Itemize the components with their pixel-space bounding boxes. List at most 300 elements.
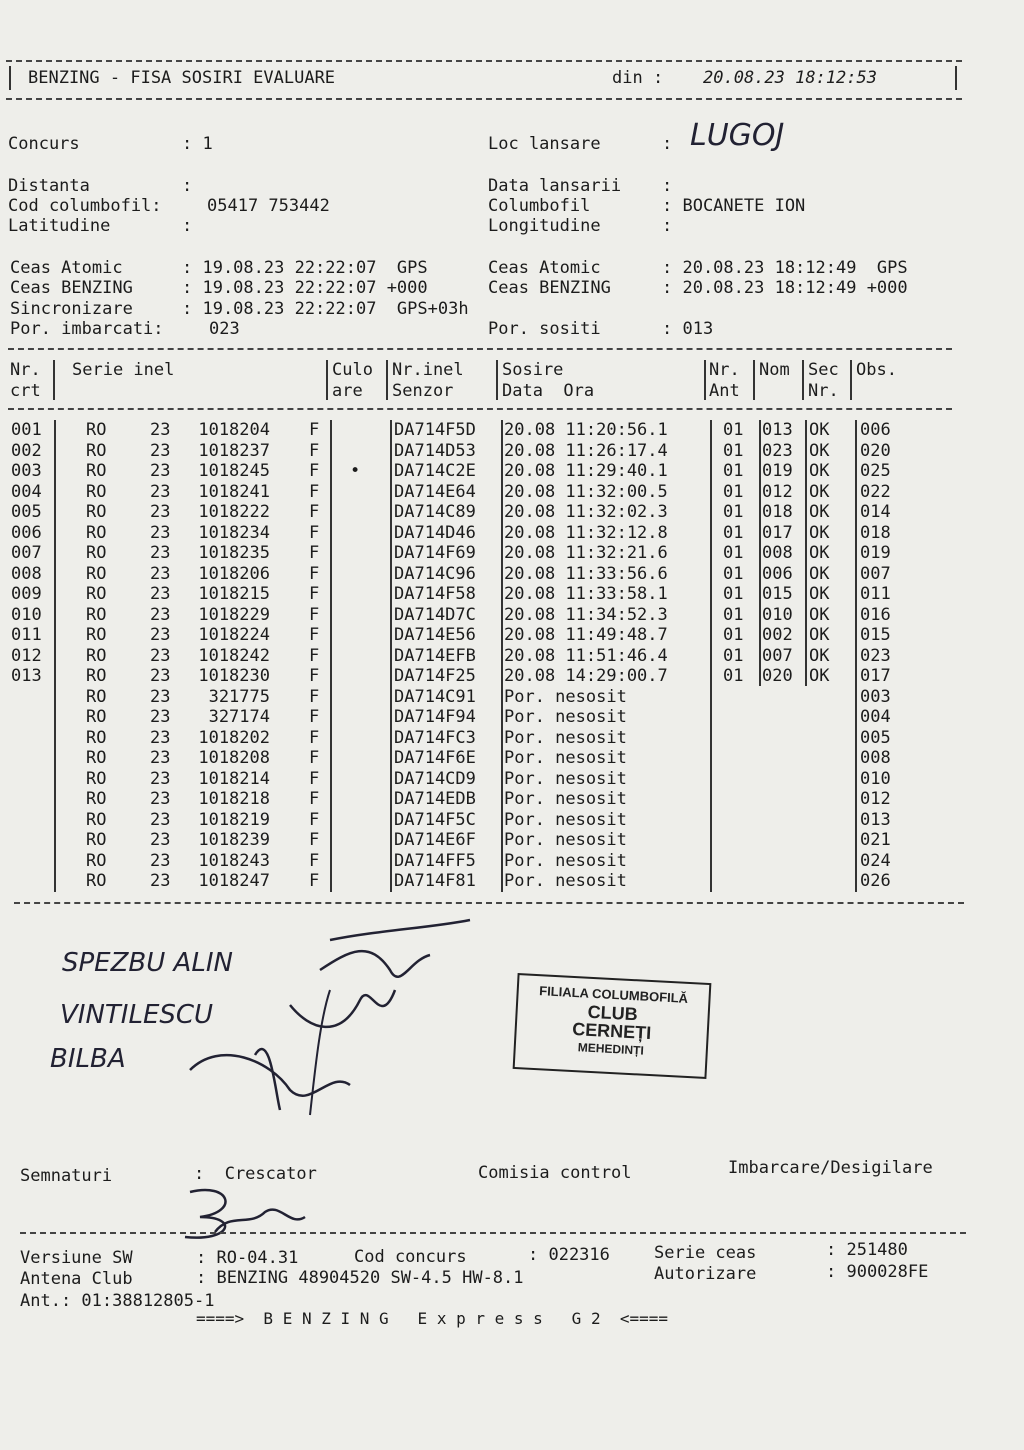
- cell-ring-year: 23: [150, 522, 171, 543]
- cell-security-status: OK: [809, 420, 830, 440]
- cell-arrival-time: 20.08 11:33:58.1: [504, 584, 668, 604]
- cell-arrival-time: 20.08 11:20:56.1: [504, 420, 668, 440]
- header-separator: [704, 360, 706, 400]
- cell-obs-number: 006: [860, 420, 891, 440]
- club-stamp: [513, 973, 712, 1079]
- benzing-express-brand: ====> B E N Z I N G E x p r e s s G 2 <====: [196, 1309, 669, 1328]
- cell-obs-number: 004: [860, 707, 891, 727]
- cell-nom-number: 010: [762, 604, 793, 625]
- cell-sensor-id: DA714CD9: [394, 768, 476, 789]
- cell-nom-number: 006: [762, 563, 793, 584]
- header-sec: Sec: [808, 360, 839, 380]
- table-row: [0, 605, 1024, 625]
- cell-ring-number: 327174: [208, 707, 270, 727]
- signature-stroke: [185, 1190, 305, 1238]
- cell-sensor-id: DA714C89: [394, 502, 476, 522]
- cell-row-number: 010: [11, 604, 42, 625]
- table-row: [0, 748, 1024, 768]
- cell-sensor-id: DA714D46: [394, 522, 476, 543]
- table-row: [0, 851, 1024, 871]
- por-sositi-label: Por. sositi: [488, 319, 601, 339]
- cell-sex: F: [309, 563, 320, 584]
- cell-obs-number: 024: [860, 850, 891, 871]
- cell-country-code: RO: [86, 768, 107, 789]
- header-separator: [53, 360, 55, 400]
- cell-sensor-id: DA714F25: [394, 666, 476, 686]
- cell-arrival-time: Por. nesosit: [504, 830, 627, 850]
- loc-lansare-label: Loc lansare: [488, 134, 601, 154]
- imbarcare-desigilare-label: Imbarcare/Desigilare: [728, 1158, 933, 1178]
- cell-sensor-id: DA714FF5: [394, 850, 476, 871]
- cell-ring-number: 1018229: [198, 604, 270, 625]
- header-nr: Nr.: [10, 360, 41, 380]
- cell-ring-number: 1018234: [198, 522, 270, 543]
- cell-antenna-number: 01: [723, 563, 744, 584]
- cell-sex: F: [309, 522, 320, 543]
- distanta-colon: :: [182, 176, 193, 196]
- cell-sensor-id: DA714F81: [394, 871, 476, 891]
- cell-ring-number: 1018219: [198, 809, 270, 830]
- cell-arrival-time: 20.08 11:32:00.5: [504, 481, 668, 502]
- header-separator: [496, 360, 498, 400]
- cell-obs-number: 017: [860, 666, 891, 686]
- cell-obs-number: 021: [860, 830, 891, 850]
- cell-ring-year: 23: [150, 481, 171, 502]
- cell-ring-year: 23: [150, 830, 171, 850]
- table-row: [0, 625, 1024, 645]
- cell-security-status: OK: [809, 502, 830, 522]
- cell-antenna-number: 01: [723, 604, 744, 625]
- cell-row-number: 011: [11, 625, 42, 645]
- header-nr-ant: Nr.: [709, 360, 740, 380]
- cell-country-code: RO: [86, 686, 107, 707]
- header-top-rule: [6, 60, 962, 62]
- cell-antenna-number: 01: [723, 625, 744, 645]
- cell-ring-number: 1018242: [198, 645, 270, 666]
- cell-nom-number: 007: [762, 645, 793, 666]
- cell-arrival-time: Por. nesosit: [504, 809, 627, 830]
- table-row: [0, 830, 1024, 850]
- cell-arrival-time: Por. nesosit: [504, 768, 627, 789]
- cell-sensor-id: DA714EFB: [394, 645, 476, 666]
- table-row: [0, 728, 1024, 748]
- header-culo: Culo: [332, 360, 373, 380]
- cell-security-status: OK: [809, 625, 830, 645]
- cell-sex: F: [309, 768, 320, 789]
- cell-color: •: [350, 461, 361, 481]
- cell-ring-year: 23: [150, 768, 171, 789]
- cell-ring-number: 1018202: [198, 727, 270, 748]
- ceas-atomic-start: : 19.08.23 22:22:07 GPS: [182, 258, 428, 278]
- cell-obs-number: 013: [860, 809, 891, 830]
- cell-obs-number: 010: [860, 768, 891, 789]
- cell-ring-number: 1018222: [198, 502, 270, 522]
- columbofil-label: Columbofil: [488, 196, 591, 216]
- signature-stroke: [330, 920, 470, 940]
- cell-nom-number: 020: [762, 666, 793, 686]
- cell-obs-number: 016: [860, 604, 891, 625]
- cod-columbofil-value: 05417 753442: [207, 196, 330, 216]
- cell-ring-number: 1018218: [198, 789, 270, 809]
- ceas-benzing-label: Ceas BENZING: [10, 278, 133, 298]
- cell-sex: F: [309, 645, 320, 666]
- cell-row-number: 009: [11, 584, 42, 604]
- cell-ring-number: 1018204: [198, 420, 270, 440]
- antena-club-label: Antena Club: [20, 1269, 133, 1289]
- document-title: BENZING - FISA SOSIRI EVALUARE: [28, 68, 336, 88]
- table-row: [0, 482, 1024, 502]
- cell-arrival-time: Por. nesosit: [504, 871, 627, 891]
- sincronizare-label: Sincronizare: [10, 299, 133, 319]
- cell-sex: F: [309, 604, 320, 625]
- cell-ring-year: 23: [150, 850, 171, 871]
- header-data-ora: Data Ora: [502, 381, 595, 401]
- cell-sex: F: [309, 809, 320, 830]
- longitudine-colon: :: [662, 216, 673, 236]
- cell-sensor-id: DA714C96: [394, 563, 476, 584]
- cell-row-number: 008: [11, 563, 42, 584]
- loc-lansare-handwritten: LUGOJ: [690, 118, 785, 153]
- table-row: [0, 769, 1024, 789]
- cell-security-status: OK: [809, 481, 830, 502]
- cell-antenna-number: 01: [723, 481, 744, 502]
- cell-country-code: RO: [86, 522, 107, 543]
- cell-ring-year: 23: [150, 871, 171, 891]
- cell-row-number: 003: [11, 461, 42, 481]
- cell-antenna-number: 01: [723, 584, 744, 604]
- cell-country-code: RO: [86, 666, 107, 686]
- cell-obs-number: 005: [860, 727, 891, 748]
- cell-antenna-number: 01: [723, 522, 744, 543]
- cell-sex: F: [309, 481, 320, 502]
- cell-ring-number: 1018208: [198, 748, 270, 768]
- header-separator: [386, 360, 388, 400]
- cell-sensor-id: DA714EDB: [394, 789, 476, 809]
- handwritten-name-1: SPEZBU ALIN: [62, 948, 233, 978]
- table-row: [0, 523, 1024, 543]
- cell-obs-number: 007: [860, 563, 891, 584]
- ceas-benzing-start: : 19.08.23 22:22:07 +000: [182, 278, 428, 298]
- concurs-value: : 1: [182, 134, 213, 154]
- header-ant: Ant: [709, 381, 740, 401]
- cell-sex: F: [309, 420, 320, 440]
- antenna-id: Ant.: 01:38812805-1: [20, 1291, 215, 1311]
- cell-row-number: 001: [11, 420, 42, 440]
- header-obs: Obs.: [856, 360, 897, 380]
- cell-arrival-time: Por. nesosit: [504, 789, 627, 809]
- cell-security-status: OK: [809, 645, 830, 666]
- cell-country-code: RO: [86, 727, 107, 748]
- concurs-label: Concurs: [8, 134, 80, 154]
- cell-sensor-id: DA714F58: [394, 584, 476, 604]
- cell-obs-number: 020: [860, 440, 891, 461]
- cell-sex: F: [309, 850, 320, 871]
- footer-rule: [20, 1232, 966, 1234]
- cell-antenna-number: 01: [723, 461, 744, 481]
- header-separator: [326, 360, 328, 400]
- header-are: are: [332, 381, 363, 401]
- cell-ring-number: 1018235: [198, 543, 270, 563]
- header-bottom-rule: [6, 98, 962, 100]
- cell-ring-year: 23: [150, 502, 171, 522]
- table-row: [0, 502, 1024, 522]
- ceas-atomic-label-2: Ceas Atomic: [488, 258, 601, 278]
- cell-sensor-id: DA714E6F: [394, 830, 476, 850]
- cell-ring-number: 1018206: [198, 563, 270, 584]
- table-bottom-rule: [14, 902, 964, 904]
- cell-arrival-time: 20.08 11:33:56.6: [504, 563, 668, 584]
- cell-obs-number: 023: [860, 645, 891, 666]
- table-row: [0, 564, 1024, 584]
- cell-country-code: RO: [86, 502, 107, 522]
- ceas-benzing-label-2: Ceas BENZING: [488, 278, 611, 298]
- cell-sensor-id: DA714F69: [394, 543, 476, 563]
- cell-ring-year: 23: [150, 809, 171, 830]
- cell-country-code: RO: [86, 830, 107, 850]
- cell-country-code: RO: [86, 850, 107, 871]
- header-sec-nr: Nr.: [808, 381, 839, 401]
- cell-arrival-time: 20.08 11:32:02.3: [504, 502, 668, 522]
- cell-ring-year: 23: [150, 440, 171, 461]
- cell-sex: F: [309, 584, 320, 604]
- table-row: [0, 441, 1024, 461]
- cell-security-status: OK: [809, 666, 830, 686]
- cell-security-status: OK: [809, 522, 830, 543]
- cell-ring-year: 23: [150, 686, 171, 707]
- cell-sensor-id: DA714D7C: [394, 604, 476, 625]
- crescator-label: : Crescator: [194, 1164, 317, 1184]
- sincronizare-value: : 19.08.23 22:22:07 GPS+03h: [182, 299, 469, 319]
- cell-ring-number: 1018230: [198, 666, 270, 686]
- cell-security-status: OK: [809, 543, 830, 563]
- header-crt: crt: [10, 381, 41, 401]
- cell-arrival-time: 20.08 11:32:12.8: [504, 522, 668, 543]
- cell-sex: F: [309, 543, 320, 563]
- cell-antenna-number: 01: [723, 666, 744, 686]
- cell-obs-number: 011: [860, 584, 891, 604]
- cell-country-code: RO: [86, 809, 107, 830]
- cell-antenna-number: 01: [723, 502, 744, 522]
- cell-ring-number: 1018239: [198, 830, 270, 850]
- cell-arrival-time: 20.08 11:29:40.1: [504, 461, 668, 481]
- cell-security-status: OK: [809, 440, 830, 461]
- data-lansarii-colon: :: [662, 176, 673, 196]
- cell-arrival-time: 20.08 14:29:00.7: [504, 666, 668, 686]
- ceas-atomic-label: Ceas Atomic: [10, 258, 123, 278]
- cell-country-code: RO: [86, 748, 107, 768]
- cell-sensor-id: DA714E56: [394, 625, 476, 645]
- longitudine-label: Longitudine: [488, 216, 601, 236]
- cell-row-number: 012: [11, 645, 42, 666]
- cell-security-status: OK: [809, 584, 830, 604]
- cell-ring-number: 1018245: [198, 461, 270, 481]
- cell-sex: F: [309, 440, 320, 461]
- cell-arrival-time: Por. nesosit: [504, 850, 627, 871]
- latitudine-label: Latitudine: [8, 216, 111, 236]
- cod-concurs-label: Cod concurs: [354, 1247, 467, 1267]
- cell-nom-number: 002: [762, 625, 793, 645]
- versiune-sw-value: : RO-04.31: [196, 1248, 299, 1268]
- cell-nom-number: 019: [762, 461, 793, 481]
- cell-ring-year: 23: [150, 707, 171, 727]
- cell-sex: F: [309, 666, 320, 686]
- versiune-sw-label: Versiune SW: [20, 1248, 133, 1268]
- cell-country-code: RO: [86, 707, 107, 727]
- por-imbarcati-value: 023: [209, 319, 240, 339]
- header-nom: Nom: [759, 360, 790, 380]
- cell-antenna-number: 01: [723, 440, 744, 461]
- stamp-line-2: CLUB: [587, 1001, 639, 1025]
- table-row: [0, 461, 1024, 481]
- cell-ring-number: 1018224: [198, 625, 270, 645]
- cell-sex: F: [309, 727, 320, 748]
- handwritten-name-2: VINTILESCU: [60, 1000, 214, 1030]
- table-row: [0, 666, 1024, 686]
- cell-sensor-id: DA714C2E: [394, 461, 476, 481]
- header-separator: [753, 360, 755, 400]
- cell-sensor-id: DA714F6E: [394, 748, 476, 768]
- cell-arrival-time: Por. nesosit: [504, 707, 627, 727]
- signature-stroke: [320, 951, 430, 977]
- cell-ring-year: 23: [150, 584, 171, 604]
- cell-obs-number: 014: [860, 502, 891, 522]
- cell-arrival-time: 20.08 11:51:46.4: [504, 645, 668, 666]
- cell-obs-number: 015: [860, 625, 891, 645]
- por-sositi-value: : 013: [662, 319, 714, 339]
- cell-ring-year: 23: [150, 645, 171, 666]
- distanta-label: Distanta: [8, 176, 90, 196]
- cell-obs-number: 025: [860, 461, 891, 481]
- cell-ring-number: 1018243: [198, 850, 270, 871]
- cell-ring-year: 23: [150, 543, 171, 563]
- cell-country-code: RO: [86, 461, 107, 481]
- cell-obs-number: 003: [860, 686, 891, 707]
- semnaturi-label: Semnaturi: [20, 1166, 113, 1186]
- document-datetime: 20.08.23 18:12:53: [703, 68, 877, 88]
- cell-sex: F: [309, 871, 320, 891]
- stamp-line-4: MEHEDINȚI: [577, 1040, 645, 1058]
- cell-arrival-time: Por. nesosit: [504, 686, 627, 707]
- cell-security-status: OK: [809, 604, 830, 625]
- table-top-rule: [8, 348, 952, 350]
- cell-sex: F: [309, 686, 320, 707]
- cell-arrival-time: Por. nesosit: [504, 748, 627, 768]
- cell-ring-year: 23: [150, 420, 171, 440]
- autorizare-value: : 900028FE: [826, 1262, 929, 1282]
- cell-sex: F: [309, 707, 320, 727]
- cell-country-code: RO: [86, 440, 107, 461]
- stamp-line-1: FILIALA COLUMBOFILĂ: [538, 983, 689, 1006]
- cell-sex: F: [309, 830, 320, 850]
- table-row: [0, 420, 1024, 440]
- table-row: [0, 789, 1024, 809]
- header-left-bar: [9, 66, 11, 90]
- cell-row-number: 006: [11, 522, 42, 543]
- cell-country-code: RO: [86, 789, 107, 809]
- cell-arrival-time: Por. nesosit: [504, 727, 627, 748]
- stamp-line-3: CERNEȚI: [571, 1018, 652, 1044]
- header-separator: [802, 360, 804, 400]
- por-imbarcati-label: Por. imbarcati:: [10, 319, 164, 339]
- cell-sensor-id: DA714F5C: [394, 809, 476, 830]
- cell-ring-year: 23: [150, 625, 171, 645]
- cell-ring-year: 23: [150, 563, 171, 584]
- cell-nom-number: 012: [762, 481, 793, 502]
- cell-sex: F: [309, 748, 320, 768]
- cell-row-number: 004: [11, 481, 42, 502]
- cell-sensor-id: DA714D53: [394, 440, 476, 461]
- cell-sex: F: [309, 502, 320, 522]
- cell-obs-number: 022: [860, 481, 891, 502]
- cell-arrival-time: 20.08 11:34:52.3: [504, 604, 668, 625]
- cell-ring-number: 1018241: [198, 481, 270, 502]
- cell-sensor-id: DA714C91: [394, 686, 476, 707]
- cell-sensor-id: DA714F94: [394, 707, 476, 727]
- cell-obs-number: 026: [860, 871, 891, 891]
- signature-stroke: [255, 1049, 280, 1110]
- crescator-signature: [170, 1182, 320, 1252]
- cell-country-code: RO: [86, 625, 107, 645]
- cell-country-code: RO: [86, 584, 107, 604]
- cell-obs-number: 012: [860, 789, 891, 809]
- cell-nom-number: 015: [762, 584, 793, 604]
- signature-scribbles: [180, 910, 500, 1130]
- cell-security-status: OK: [809, 563, 830, 584]
- cell-sensor-id: DA714F5D: [394, 420, 476, 440]
- cell-country-code: RO: [86, 563, 107, 584]
- cell-nom-number: 017: [762, 522, 793, 543]
- cell-ring-number: 1018247: [198, 871, 270, 891]
- cell-ring-year: 23: [150, 789, 171, 809]
- autorizare-label: Autorizare: [654, 1264, 757, 1284]
- cell-country-code: RO: [86, 420, 107, 440]
- cell-ring-year: 23: [150, 666, 171, 686]
- header-serie-inel: Serie inel: [72, 360, 175, 380]
- table-row: [0, 871, 1024, 891]
- cell-nom-number: 023: [762, 440, 793, 461]
- cell-sex: F: [309, 625, 320, 645]
- cell-obs-number: 008: [860, 748, 891, 768]
- cell-security-status: OK: [809, 461, 830, 481]
- columbofil-value: : BOCANETE ION: [662, 196, 806, 216]
- antena-club-value: : BENZING 48904520 SW-4.5 HW-8.1: [196, 1268, 524, 1288]
- cell-nom-number: 008: [762, 543, 793, 563]
- date-label: din :: [612, 68, 664, 88]
- cell-ring-year: 23: [150, 604, 171, 625]
- cell-antenna-number: 01: [723, 645, 744, 666]
- cell-arrival-time: 20.08 11:49:48.7: [504, 625, 668, 645]
- handwritten-name-3: BILBA: [50, 1044, 126, 1074]
- cell-country-code: RO: [86, 871, 107, 891]
- cell-antenna-number: 01: [723, 420, 744, 440]
- cell-country-code: RO: [86, 604, 107, 625]
- cell-obs-number: 018: [860, 522, 891, 543]
- serie-ceas-value: : 251480: [826, 1240, 908, 1260]
- header-right-bar: [955, 66, 957, 90]
- cell-obs-number: 019: [860, 543, 891, 563]
- cell-row-number: 013: [11, 666, 42, 686]
- cell-nom-number: 013: [762, 420, 793, 440]
- cell-ring-year: 23: [150, 748, 171, 768]
- signature-stroke: [290, 990, 395, 1027]
- loc-lansare-colon: :: [662, 134, 673, 154]
- signature-stroke: [310, 990, 330, 1115]
- table-header-rule: [8, 408, 952, 410]
- header-senzor: Senzor: [392, 381, 454, 401]
- cell-row-number: 007: [11, 543, 42, 563]
- header-separator: [850, 360, 852, 400]
- cell-ring-year: 23: [150, 727, 171, 748]
